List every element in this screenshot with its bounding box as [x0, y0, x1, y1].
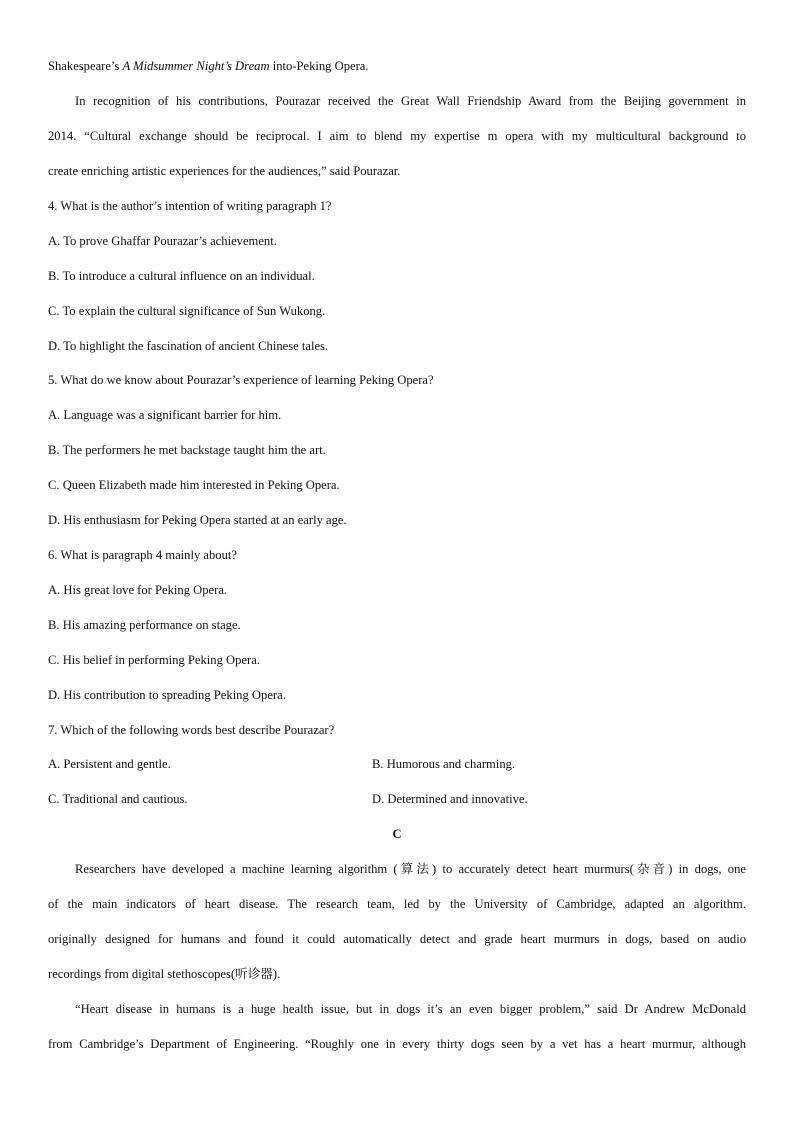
- intro-prefix: Shakespeare’s: [48, 59, 123, 73]
- question-7-option-b: B. Humorous and charming.: [372, 757, 516, 771]
- question-6-option-d: D. His contribution to spreading Peking Opera.: [48, 688, 286, 702]
- question-4-option-a: A. To prove Ghaffar Pourazar’s achievement.: [48, 234, 277, 248]
- question-5-option-a: A. Language was a significant barrier for him.: [48, 408, 282, 422]
- question-6-stem: 6. What is paragraph 4 mainly about?: [48, 548, 237, 562]
- paragraph-line: 2014. “Cultural exchange should be reciprocal. I aim to blend my expertise m opera with my multicultural background to: [48, 129, 746, 143]
- paragraph-line: In recognition of his contributions, Pourazar received the Great Wall Friendship Award from the Beijing government in: [75, 94, 746, 108]
- intro-line: [48, 58, 369, 74]
- intro-suffix: into-Peking Opera.: [269, 59, 369, 73]
- question-7-option-c: C. Traditional and cautious.: [48, 792, 188, 806]
- paragraph-line: create enriching artistic experiences for the audiences,” said Pourazar.: [48, 164, 401, 178]
- passage-line: “Heart disease in humans is a huge health issue, but in dogs it’s an even bigger problem,” said Dr Andrew McDonald: [75, 1002, 746, 1016]
- question-4-option-d: D. To highlight the fascination of ancient Chinese tales.: [48, 339, 329, 353]
- question-5-stem: 5. What do we know about Pourazar’s experience of learning Peking Opera?: [48, 373, 434, 387]
- section-heading: C: [392, 827, 402, 841]
- question-6-option-c: C. His belief in performing Peking Opera.: [48, 653, 260, 667]
- question-5-option-d: D. His enthusiasm for Peking Opera started at an early age.: [48, 513, 347, 527]
- question-7-option-d: D. Determined and innovative.: [372, 792, 528, 806]
- passage-line: recordings from digital stethoscopes(听诊器).: [48, 967, 281, 981]
- passage-line: from Cambridge’s Department of Engineering. “Roughly one in every thirty dogs seen by a vet has a heart murmur, although: [48, 1037, 746, 1051]
- question-7-stem: 7. Which of the following words best describe Pourazar?: [48, 723, 335, 737]
- question-6-option-a: A. His great love for Peking Opera.: [48, 583, 228, 597]
- play-title: A Midsummer Night’s Dream: [122, 59, 270, 73]
- question-5-option-b: B. The performers he met backstage taught him the art.: [48, 443, 326, 457]
- question-6-option-b: B. His amazing performance on stage.: [48, 618, 241, 632]
- question-5-option-c: C. Queen Elizabeth made him interested in Peking Opera.: [48, 478, 340, 492]
- question-4-stem: 4. What is the author’s intention of writing paragraph 1?: [48, 199, 332, 213]
- passage-line: of the main indicators of heart disease. The research team, led by the University of Cambridge, adapted an algorithm.: [48, 897, 746, 911]
- passage-line: Researchers have developed a machine learning algorithm (算法) to accurately detect heart murmurs(杂音) in dogs, one: [75, 862, 746, 876]
- question-4-option-c: C. To explain the cultural significance of Sun Wukong.: [48, 304, 326, 318]
- passage-line: originally designed for humans and found it could automatically detect and grade heart murmurs in dogs, based on audio: [48, 932, 746, 946]
- question-4-option-b: B. To introduce a cultural influence on an individual.: [48, 269, 315, 283]
- question-7-option-a: A. Persistent and gentle.: [48, 757, 171, 771]
